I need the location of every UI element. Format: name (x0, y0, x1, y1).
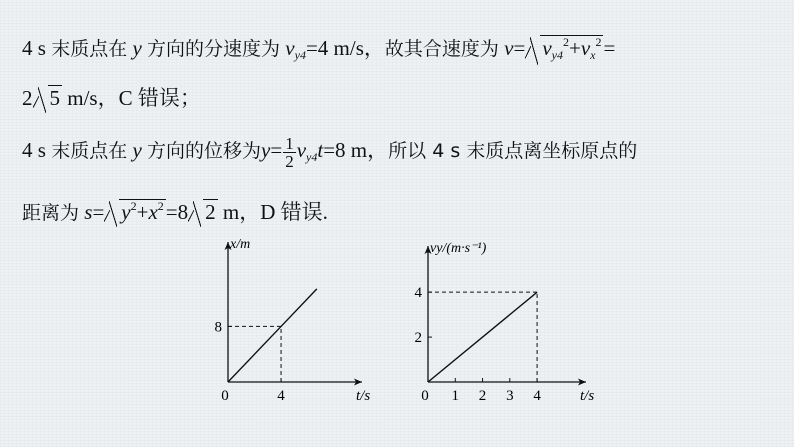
text-segment: 4 s (22, 36, 46, 60)
var-y: y (132, 36, 142, 60)
equals-sign: = (603, 36, 616, 60)
y-tick-label: 8 (214, 319, 222, 336)
numerator: 1 (285, 133, 294, 153)
text-segment: 故其合速度为 (384, 38, 499, 60)
series-line (428, 292, 537, 382)
text-line-3 (22, 134, 637, 170)
equals-sign: = (513, 36, 526, 60)
sqrt-expression (104, 199, 166, 225)
y-axis-label: vy/(m·s⁻¹) (430, 241, 487, 256)
var-v: v (580, 36, 591, 60)
text-segment: m，D 错误. (222, 200, 328, 224)
x-axis-label: t/s (356, 388, 371, 404)
x-t-graph (206, 236, 376, 406)
text-segment: m/s，C 错误； (67, 86, 201, 110)
plus-sign: + (568, 36, 581, 60)
plus-sign: + (136, 200, 149, 224)
text-segment: =4 m/s， (305, 36, 385, 60)
text-segment: 方向的分速度为 (147, 38, 281, 60)
var-y: y (261, 138, 271, 162)
subscript: y4 (306, 150, 318, 164)
subscript: x (590, 48, 596, 62)
equals-sign: = (270, 138, 283, 162)
x-tick-label: 4 (533, 388, 541, 404)
x-tick-label: 2 (478, 388, 487, 404)
var-s: s (84, 200, 93, 224)
y-axis-label: x/m (230, 237, 251, 252)
subscript: y4 (294, 48, 306, 62)
x-tick-label: 1 (451, 388, 460, 404)
x-axis-label: t/s (580, 388, 595, 404)
superscript: 2 (130, 199, 137, 213)
origin-label: 0 (421, 388, 429, 404)
superscript: 2 (157, 199, 164, 213)
var-t: t (317, 138, 324, 162)
var-y: y (121, 200, 131, 224)
y-tick-label: 4 (414, 285, 422, 302)
var-v: v (504, 36, 514, 60)
text-segment: 4 s (22, 138, 46, 162)
var-x: x (148, 200, 158, 224)
sqrt-expression: 2 (188, 199, 218, 225)
text-segment: 末质点在 (51, 38, 128, 60)
denominator: 2 (285, 151, 294, 171)
superscript: 2 (562, 35, 569, 49)
x-tick-label: 3 (506, 388, 514, 404)
var-v: v (296, 138, 307, 162)
text-segment: 所以 4 s 末质点离坐标原点的 (388, 140, 638, 162)
fraction (283, 135, 296, 170)
sqrt-expression: 5 (33, 85, 63, 111)
text-segment: 方向的位移为 (147, 140, 262, 162)
text-line-2 (22, 82, 201, 112)
text-segment: 末质点在 (51, 140, 128, 162)
equals-sign: = (92, 200, 105, 224)
text-line-4 (22, 196, 328, 226)
x-tick-label: 4 (277, 388, 285, 404)
subscript: y4 (551, 48, 563, 62)
text-segment: 2 (22, 86, 33, 110)
origin-label: 0 (221, 388, 229, 404)
superscript: 2 (595, 35, 602, 49)
y-tick-label: 2 (414, 330, 422, 347)
text-line-1 (22, 32, 615, 63)
series-line (228, 289, 317, 382)
var-v: v (542, 36, 552, 60)
var-v: v (285, 36, 295, 60)
text-segment: =8 m， (323, 138, 389, 162)
sqrt-expression (525, 35, 603, 63)
var-y: y (132, 138, 142, 162)
text-segment: =8 (165, 200, 189, 224)
vy-t-graph (410, 236, 600, 406)
text-segment: 距离为 (22, 202, 80, 224)
